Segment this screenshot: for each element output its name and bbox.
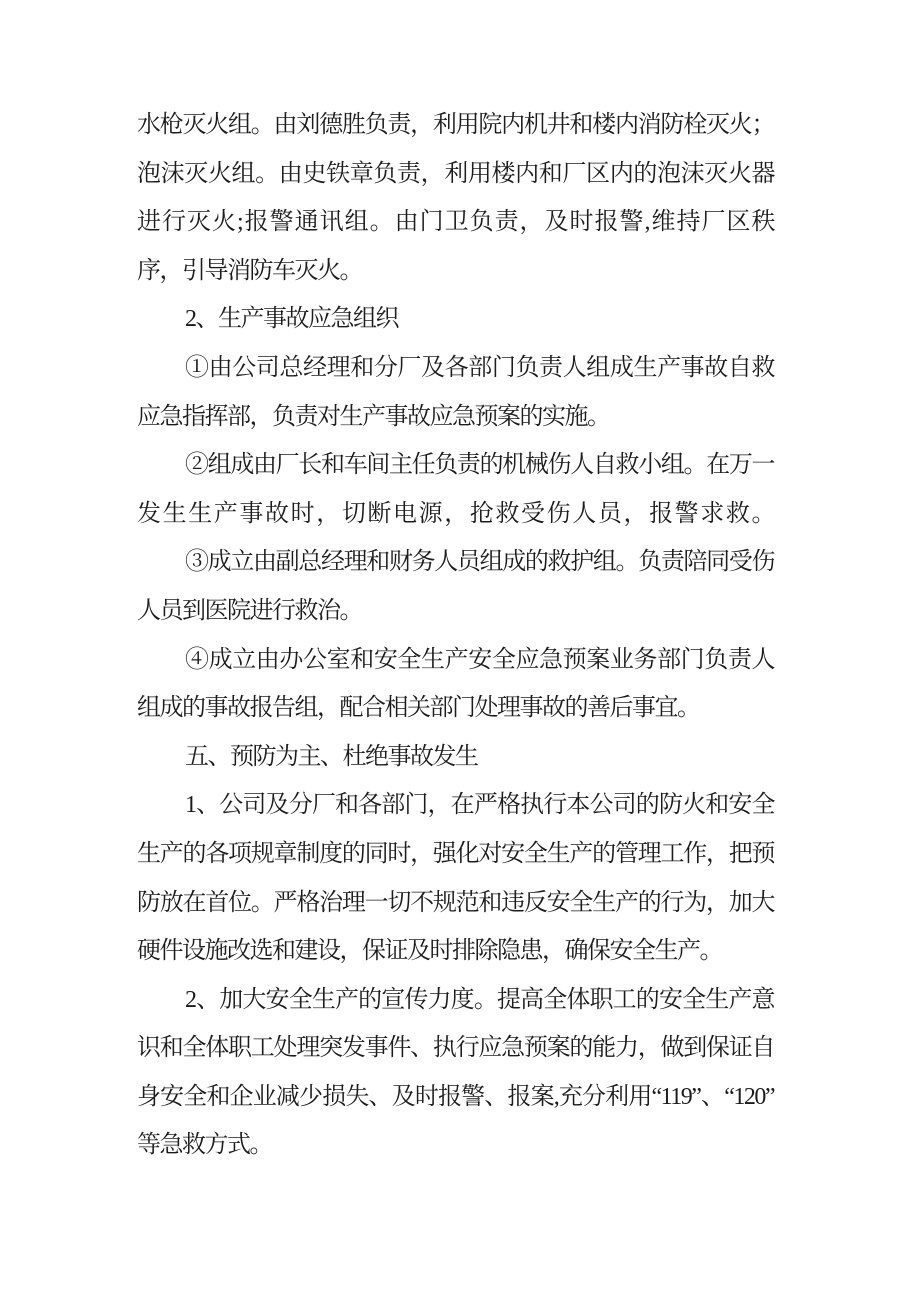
text-line: 识和全体职工处理突发事件、执行应急预案的能力，做到保证自: [137, 1035, 774, 1062]
text-line: ①由公司总经理和分厂及各部门负责人组成生产事故自救: [185, 354, 774, 381]
text-line: ②组成由厂长和车间主任负责的机械伤人自救小组。在万一: [185, 452, 774, 479]
text-line: 1、公司及分厂和各部门，在严格执行本公司的防火和安全: [185, 792, 774, 819]
text-line: 序，引导消防车灭火。: [137, 257, 362, 284]
text-line: 水枪灭火组。由刘德胜负责，利用院内机井和楼内消防栓灭火；: [137, 112, 774, 138]
text-line: 生产的各项规章制度的同时，强化对安全生产的管理工作，把预: [137, 840, 774, 867]
text-line: 进行灭火;报警通讯组。由门卫负责，及时报警,维持厂区秩: [137, 209, 774, 236]
text-line-heading: 2、生产事故应急组织: [185, 306, 398, 333]
text-line: ④成立由办公室和安全生产安全应急预案业务部门负责人: [185, 646, 774, 673]
text-line-heading: 五、预防为主、杜绝事故发生: [185, 743, 478, 770]
text-line: 身安全和企业减少损失、及时报警、报案,充分利用“119”、“120”: [137, 1083, 774, 1110]
text-line: 人员到医院进行救治。: [137, 597, 362, 624]
text-line: 硬件设施改选和建设，保证及时排除隐患，确保安全生产。: [137, 938, 722, 965]
text-line: 等急救方式。: [137, 1132, 272, 1159]
text-line: ③成立由副总经理和财务人员组成的救护组。负责陪同受伤: [185, 549, 774, 576]
text-line: 发生生产事故时，切断电源，抢救受伤人员，报警求救。: [137, 500, 774, 527]
text-line: 组成的事故报告组，配合相关部门处理事故的善后事宜。: [137, 695, 700, 722]
text-line: 应急指挥部，负责对生产事故应急预案的实施。: [137, 403, 610, 430]
text-line: 2、加大安全生产的宣传力度。提高全体职工的安全生产意: [185, 986, 774, 1013]
document-body-text: [137, 101, 774, 1170]
text-line: 防放在首位。严格治理一切不规范和违反安全生产的行为，加大: [137, 889, 774, 916]
text-line: 泡沫灭火组。由史铁章负责，利用楼内和厂区内的泡沫灭火器: [137, 160, 774, 187]
